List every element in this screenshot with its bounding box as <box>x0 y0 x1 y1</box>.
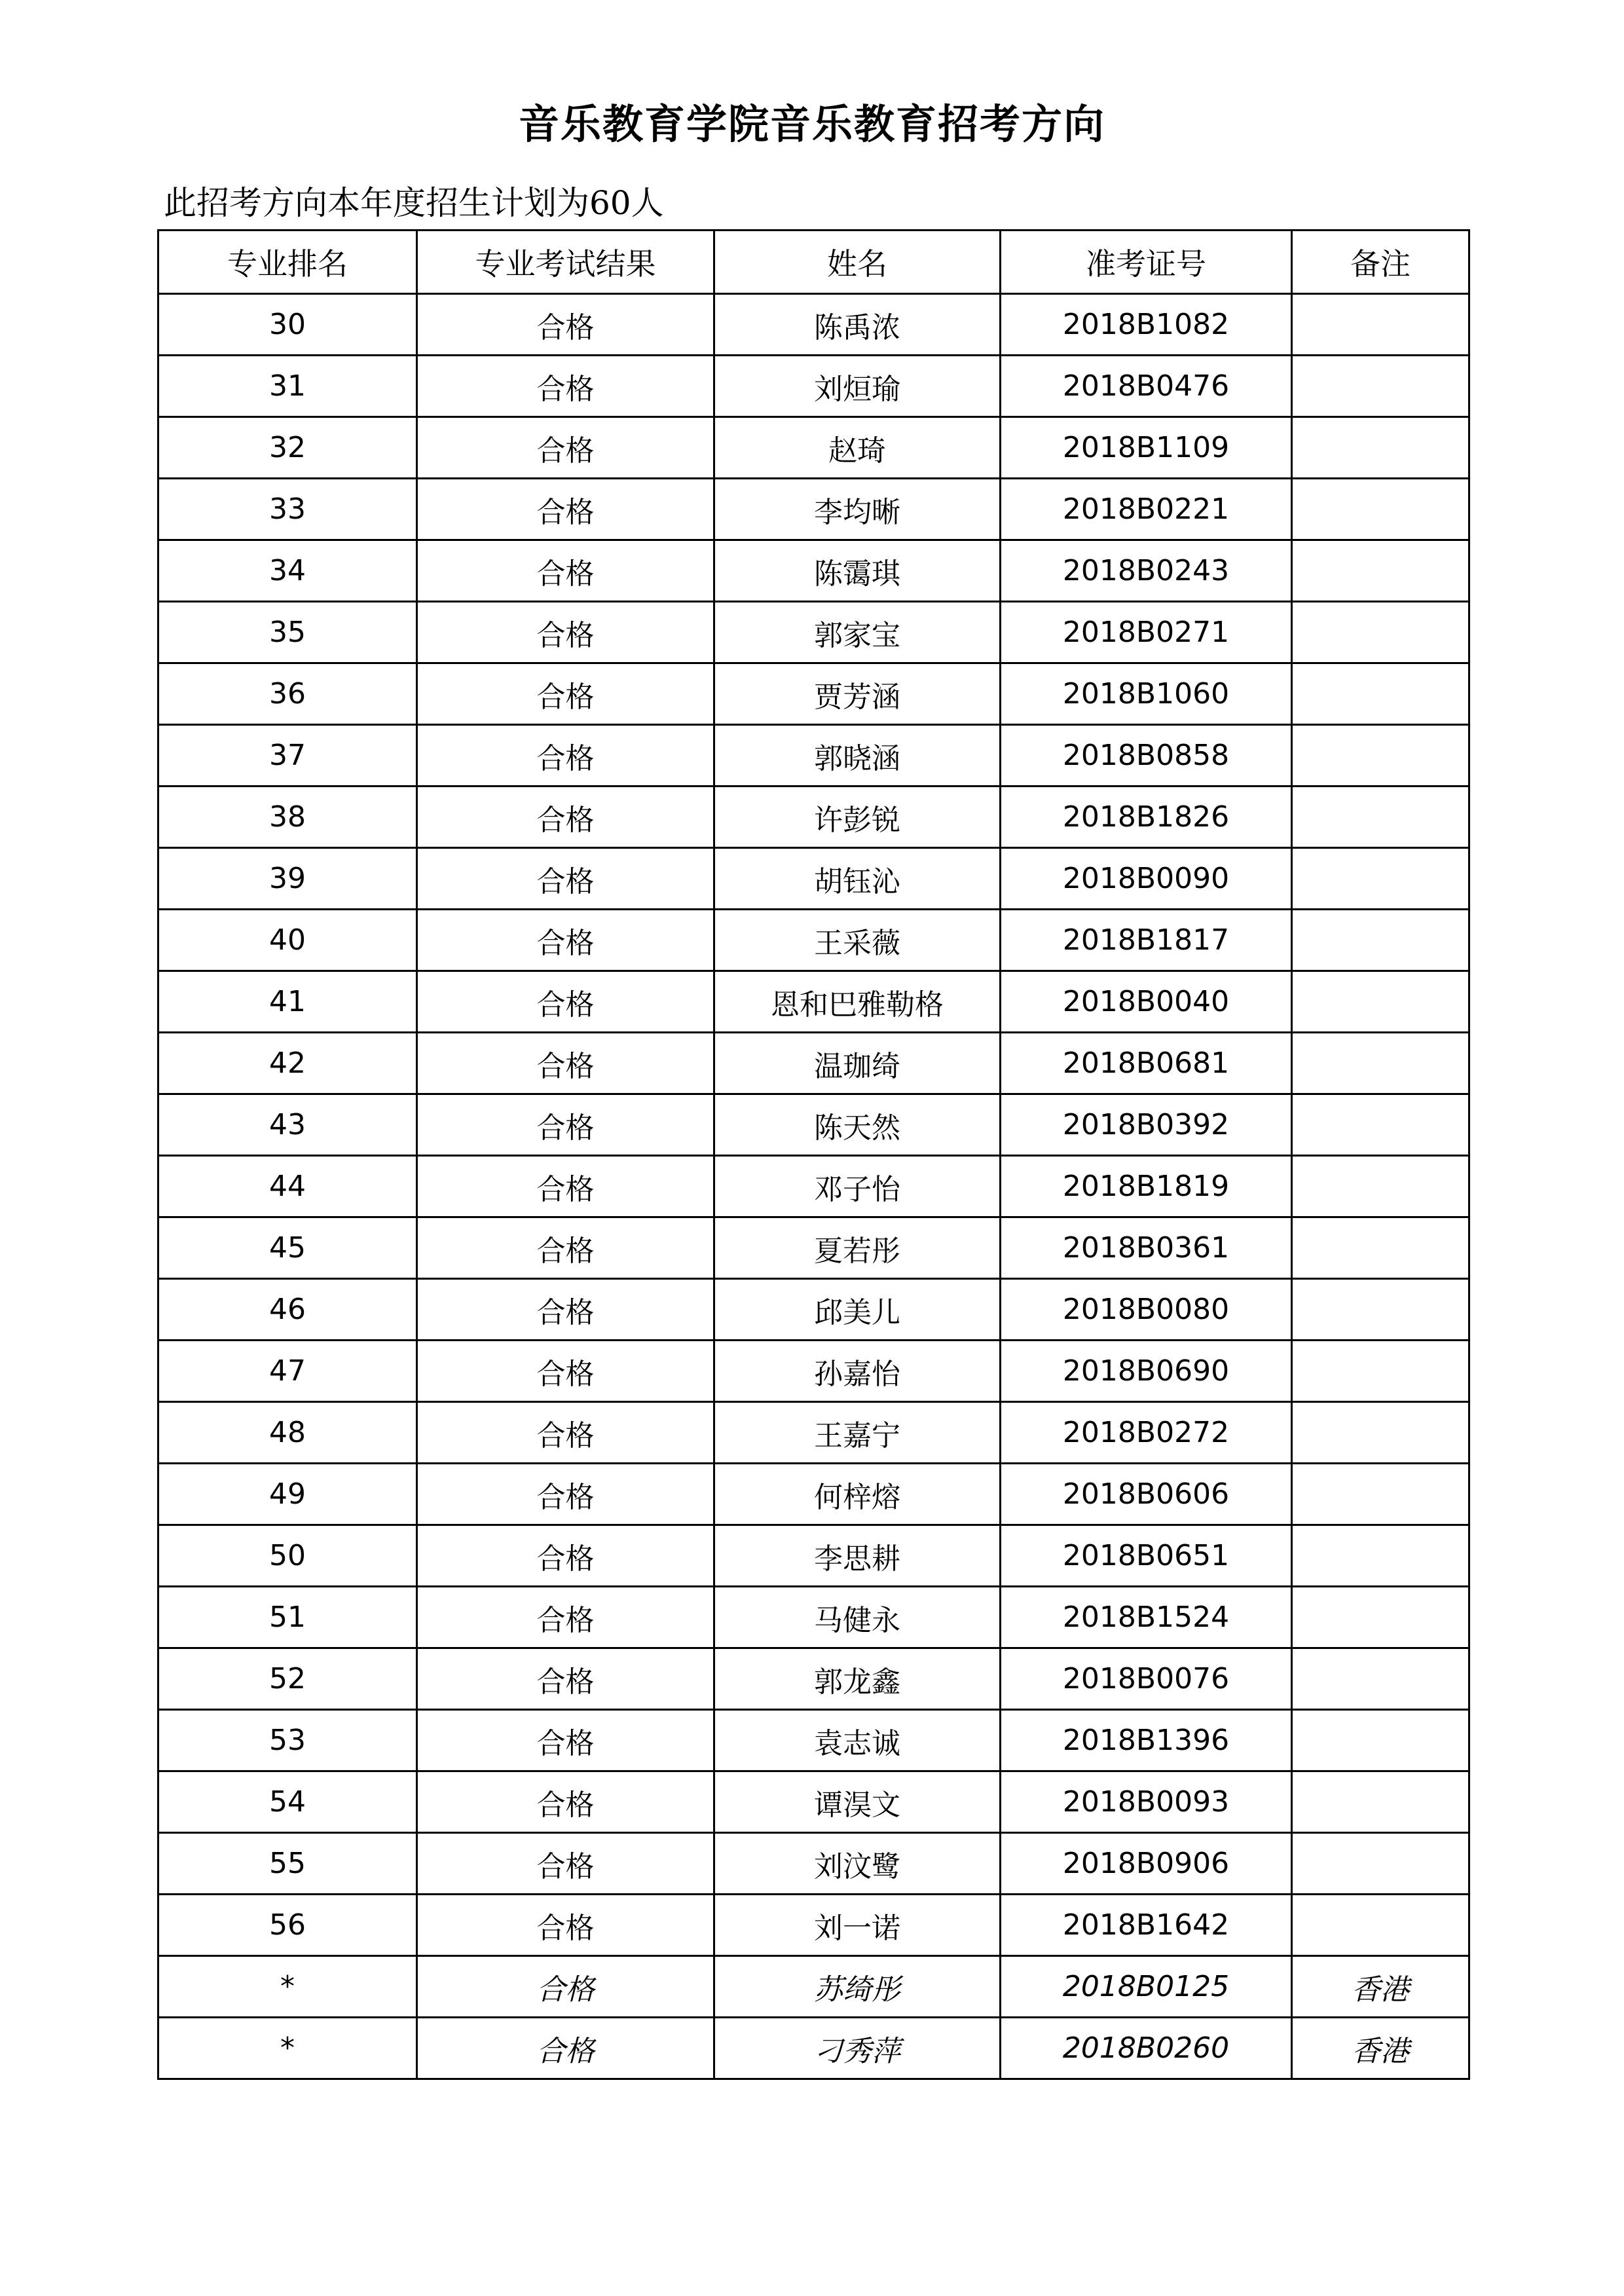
table-row <box>158 1279 1469 1341</box>
note-cell <box>1292 1587 1469 1648</box>
result-cell: 合格 <box>417 1033 714 1094</box>
note-cell <box>1292 417 1469 479</box>
table-row <box>158 1156 1469 1217</box>
name-cell: 郭晓涵 <box>714 725 1001 787</box>
exam-id-cell: 2018B0681 <box>1001 1033 1292 1094</box>
name-cell: 刘一诺 <box>714 1895 1001 1956</box>
table-row <box>158 1956 1469 2018</box>
note-cell <box>1292 1033 1469 1094</box>
note-cell <box>1292 1094 1469 1156</box>
table-row <box>158 2018 1469 2079</box>
result-cell: 合格 <box>417 787 714 848</box>
rank-cell: 31 <box>158 356 417 417</box>
rank-cell: * <box>158 2018 417 2079</box>
exam-id-cell: 2018B0858 <box>1001 725 1292 787</box>
note-cell <box>1292 1771 1469 1833</box>
rank-cell: 34 <box>158 540 417 602</box>
result-cell: 合格 <box>417 1279 714 1341</box>
name-cell: 苏绮彤 <box>714 1956 1001 2018</box>
header-rank: 专业排名 <box>158 231 417 294</box>
exam-id-cell: 2018B1826 <box>1001 787 1292 848</box>
rank-cell: 49 <box>158 1464 417 1525</box>
table-row <box>158 1710 1469 1771</box>
note-cell <box>1292 910 1469 971</box>
rank-cell: 54 <box>158 1771 417 1833</box>
rank-cell: 56 <box>158 1895 417 1956</box>
note-cell <box>1292 602 1469 663</box>
note-cell <box>1292 540 1469 602</box>
note-cell <box>1292 1895 1469 1956</box>
result-cell: 合格 <box>417 356 714 417</box>
table-row <box>158 1525 1469 1587</box>
note-cell <box>1292 1217 1469 1279</box>
result-cell: 合格 <box>417 1402 714 1464</box>
result-cell: 合格 <box>417 971 714 1033</box>
rank-cell: * <box>158 1956 417 2018</box>
name-cell: 夏若彤 <box>714 1217 1001 1279</box>
exam-id-cell: 2018B0040 <box>1001 971 1292 1033</box>
result-cell: 合格 <box>417 294 714 356</box>
rank-cell: 38 <box>158 787 417 848</box>
table-row <box>158 1833 1469 1895</box>
exam-id-cell: 2018B0093 <box>1001 1771 1292 1833</box>
note-cell <box>1292 971 1469 1033</box>
table-row <box>158 540 1469 602</box>
result-cell: 合格 <box>417 602 714 663</box>
table-row <box>158 356 1469 417</box>
name-cell: 袁志诚 <box>714 1710 1001 1771</box>
result-cell: 合格 <box>417 725 714 787</box>
rank-cell: 43 <box>158 1094 417 1156</box>
exam-id-cell: 2018B0651 <box>1001 1525 1292 1587</box>
header-result: 专业考试结果 <box>417 231 714 294</box>
name-cell: 王采薇 <box>714 910 1001 971</box>
result-cell: 合格 <box>417 1648 714 1710</box>
table-row <box>158 1402 1469 1464</box>
page-title: 音乐教育学院音乐教育招考方向 <box>518 100 1105 148</box>
table-row <box>158 1217 1469 1279</box>
name-cell: 贾芳涵 <box>714 663 1001 725</box>
rank-cell: 35 <box>158 602 417 663</box>
note-cell <box>1292 787 1469 848</box>
exam-id-cell: 2018B1524 <box>1001 1587 1292 1648</box>
name-cell: 赵琦 <box>714 417 1001 479</box>
exam-id-cell: 2018B0090 <box>1001 848 1292 910</box>
result-cell: 合格 <box>417 663 714 725</box>
table-row <box>158 479 1469 540</box>
result-cell: 合格 <box>417 1895 714 1956</box>
table-row <box>158 1033 1469 1094</box>
exam-id-cell: 2018B0243 <box>1001 540 1292 602</box>
result-cell: 合格 <box>417 1094 714 1156</box>
name-cell: 谭淏文 <box>714 1771 1001 1833</box>
rank-cell: 40 <box>158 910 417 971</box>
rank-cell: 55 <box>158 1833 417 1895</box>
name-cell: 温珈绮 <box>714 1033 1001 1094</box>
rank-cell: 45 <box>158 1217 417 1279</box>
exam-id-cell: 2018B0906 <box>1001 1833 1292 1895</box>
note-cell <box>1292 725 1469 787</box>
exam-id-cell: 2018B0260 <box>1001 2018 1292 2079</box>
result-cell: 合格 <box>417 479 714 540</box>
rank-cell: 53 <box>158 1710 417 1771</box>
table-row <box>158 663 1469 725</box>
result-cell: 合格 <box>417 2018 714 2079</box>
name-cell: 何梓熔 <box>714 1464 1001 1525</box>
name-cell: 许彭锐 <box>714 787 1001 848</box>
table-row <box>158 787 1469 848</box>
exam-id-cell: 2018B0221 <box>1001 479 1292 540</box>
result-cell: 合格 <box>417 1525 714 1587</box>
exam-id-cell: 2018B1642 <box>1001 1895 1292 1956</box>
name-cell: 王嘉宁 <box>714 1402 1001 1464</box>
result-cell: 合格 <box>417 417 714 479</box>
rank-cell: 46 <box>158 1279 417 1341</box>
result-cell: 合格 <box>417 1771 714 1833</box>
rank-cell: 51 <box>158 1587 417 1648</box>
table-row <box>158 1771 1469 1833</box>
table-row <box>158 294 1469 356</box>
note-cell <box>1292 479 1469 540</box>
result-cell: 合格 <box>417 1587 714 1648</box>
note-cell <box>1292 1648 1469 1710</box>
exam-id-cell: 2018B1396 <box>1001 1710 1292 1771</box>
rank-cell: 52 <box>158 1648 417 1710</box>
table-row <box>158 1464 1469 1525</box>
result-cell: 合格 <box>417 1217 714 1279</box>
admission-table <box>157 229 1470 2080</box>
name-cell: 邱美儿 <box>714 1279 1001 1341</box>
note-cell: 香港 <box>1292 1956 1469 2018</box>
rank-cell: 50 <box>158 1525 417 1587</box>
note-cell <box>1292 1833 1469 1895</box>
exam-id-cell: 2018B0272 <box>1001 1402 1292 1464</box>
exam-id-cell: 2018B1082 <box>1001 294 1292 356</box>
name-cell: 胡钰沁 <box>714 848 1001 910</box>
table-row <box>158 1648 1469 1710</box>
name-cell: 李思耕 <box>714 1525 1001 1587</box>
result-cell: 合格 <box>417 540 714 602</box>
rank-cell: 41 <box>158 971 417 1033</box>
rank-cell: 30 <box>158 294 417 356</box>
exam-id-cell: 2018B0690 <box>1001 1341 1292 1402</box>
name-cell: 刁秀萍 <box>714 2018 1001 2079</box>
name-cell: 陈霭琪 <box>714 540 1001 602</box>
table-row <box>158 725 1469 787</box>
rank-cell: 36 <box>158 663 417 725</box>
table-row <box>158 602 1469 663</box>
rank-cell: 47 <box>158 1341 417 1402</box>
note-cell <box>1292 294 1469 356</box>
header-note: 备注 <box>1292 231 1469 294</box>
name-cell: 陈禹浓 <box>714 294 1001 356</box>
rank-cell: 44 <box>158 1156 417 1217</box>
rank-cell: 42 <box>158 1033 417 1094</box>
note-cell <box>1292 663 1469 725</box>
table-row <box>158 1895 1469 1956</box>
name-cell: 恩和巴雅勒格 <box>714 971 1001 1033</box>
note-cell: 香港 <box>1292 2018 1469 2079</box>
header-name: 姓名 <box>714 231 1001 294</box>
note-cell <box>1292 356 1469 417</box>
exam-id-cell: 2018B0606 <box>1001 1464 1292 1525</box>
name-cell: 郭家宝 <box>714 602 1001 663</box>
exam-id-cell: 2018B0476 <box>1001 356 1292 417</box>
note-cell <box>1292 848 1469 910</box>
rank-cell: 39 <box>158 848 417 910</box>
name-cell: 陈天然 <box>714 1094 1001 1156</box>
result-cell: 合格 <box>417 848 714 910</box>
exam-id-cell: 2018B0392 <box>1001 1094 1292 1156</box>
result-cell: 合格 <box>417 1341 714 1402</box>
name-cell: 马健永 <box>714 1587 1001 1648</box>
result-cell: 合格 <box>417 910 714 971</box>
result-cell: 合格 <box>417 1710 714 1771</box>
exam-id-cell: 2018B1819 <box>1001 1156 1292 1217</box>
table-row <box>158 848 1469 910</box>
table-row <box>158 971 1469 1033</box>
table-row <box>158 1587 1469 1648</box>
name-cell: 李均晰 <box>714 479 1001 540</box>
table-body <box>158 294 1469 2079</box>
name-cell: 孙嘉怡 <box>714 1341 1001 1402</box>
result-cell: 合格 <box>417 1956 714 2018</box>
rank-cell: 48 <box>158 1402 417 1464</box>
note-cell <box>1292 1710 1469 1771</box>
table-row <box>158 910 1469 971</box>
note-cell <box>1292 1156 1469 1217</box>
exam-id-cell: 2018B0125 <box>1001 1956 1292 2018</box>
result-cell: 合格 <box>417 1464 714 1525</box>
note-cell <box>1292 1341 1469 1402</box>
exam-id-cell: 2018B0361 <box>1001 1217 1292 1279</box>
note-cell <box>1292 1402 1469 1464</box>
note-cell <box>1292 1525 1469 1587</box>
name-cell: 邓子怡 <box>714 1156 1001 1217</box>
exam-id-cell: 2018B1817 <box>1001 910 1292 971</box>
exam-id-cell: 2018B1060 <box>1001 663 1292 725</box>
table-header-row <box>158 231 1469 294</box>
table-row <box>158 1094 1469 1156</box>
exam-id-cell: 2018B0271 <box>1001 602 1292 663</box>
note-cell <box>1292 1464 1469 1525</box>
exam-id-cell: 2018B1109 <box>1001 417 1292 479</box>
table-row <box>158 1341 1469 1402</box>
exam-id-cell: 2018B0076 <box>1001 1648 1292 1710</box>
header-exam-id: 准考证号 <box>1001 231 1292 294</box>
rank-cell: 37 <box>158 725 417 787</box>
result-cell: 合格 <box>417 1156 714 1217</box>
result-cell: 合格 <box>417 1833 714 1895</box>
name-cell: 郭龙鑫 <box>714 1648 1001 1710</box>
enrollment-plan-note: 此招考方向本年度招生计划为60人 <box>164 184 664 222</box>
rank-cell: 32 <box>158 417 417 479</box>
name-cell: 刘烜瑜 <box>714 356 1001 417</box>
rank-cell: 33 <box>158 479 417 540</box>
table-row <box>158 417 1469 479</box>
name-cell: 刘汶鹭 <box>714 1833 1001 1895</box>
note-cell <box>1292 1279 1469 1341</box>
exam-id-cell: 2018B0080 <box>1001 1279 1292 1341</box>
